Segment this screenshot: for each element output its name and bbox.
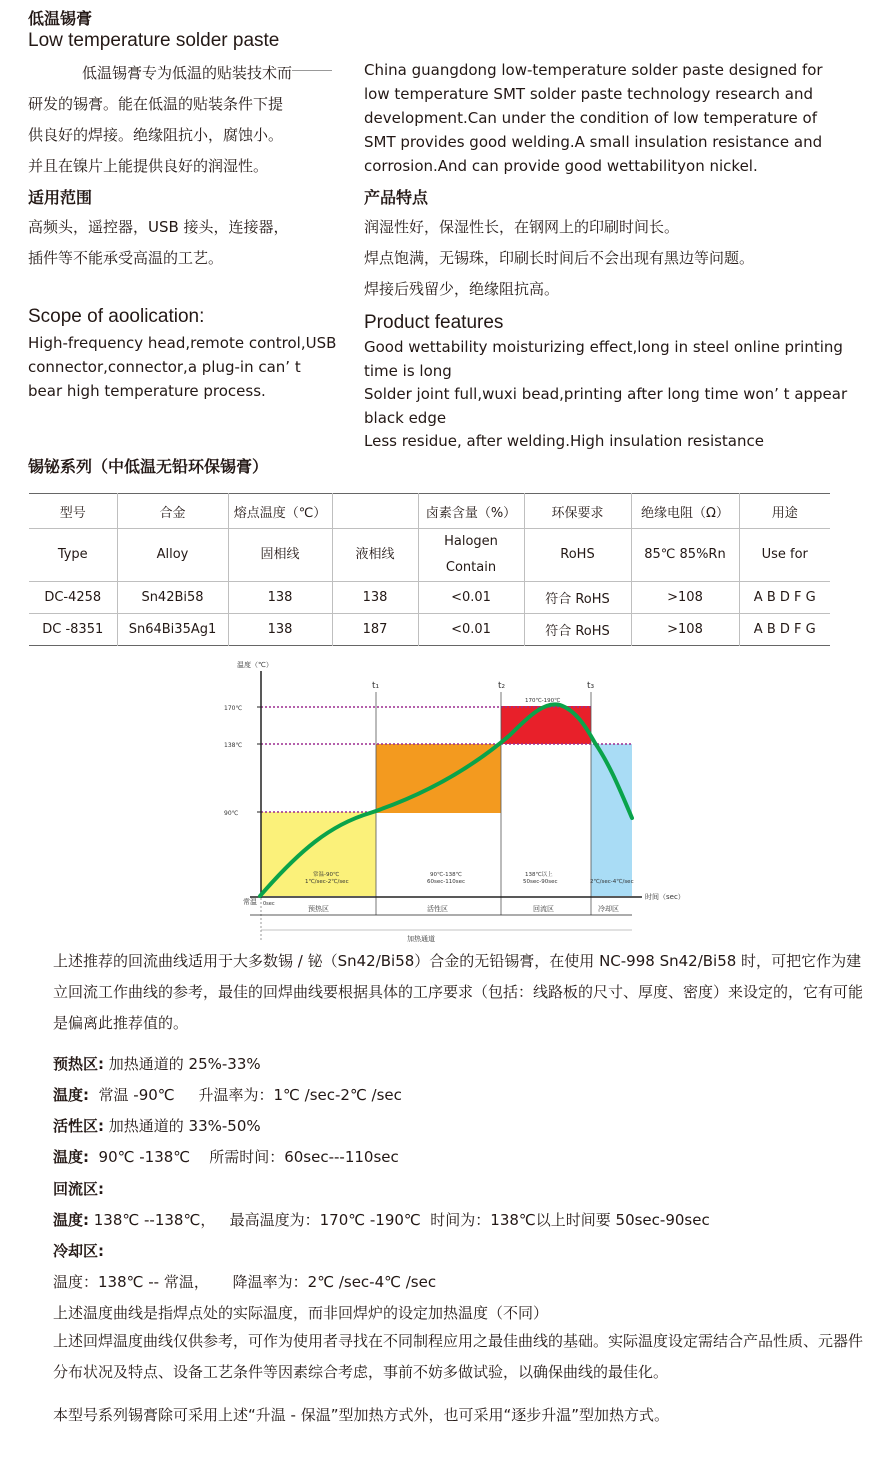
cell-solidus: 138 [228, 614, 332, 646]
x-axis-label: 时间（sec） [645, 893, 685, 901]
zone-cooling-label: 冷却区 [598, 905, 619, 913]
preheat-line: 预热区: 加热通道的 25%-33% [53, 1055, 261, 1073]
cell-halogen: <0.01 [418, 582, 524, 614]
table-header-row-2 [29, 529, 830, 582]
title-en: Low temperature solder paste [28, 30, 280, 51]
note-paragraph-4: 本型号系列锡膏除可采用上述“升温 - 保温”型加热方式外，也可采用“逐步升温”型加热方式。 [53, 1406, 670, 1424]
cell-halogen: <0.01 [418, 614, 524, 646]
note-paragraph-1: 上述推荐的回流曲线适用于大多数锡 / 铋（Sn42/Bi58）合金的无铅锡膏，在使用 NC-998 Sn42/Bi58 时，可把它作为建立回流工作曲线的参考，最佳的回焊曲线要根据具体的工序要求（包括：线路板的尺寸、厚度、密度）来设定的，它有可能是偏离此推荐值的。 [53, 952, 864, 1032]
th-alloy-en: Alloy [117, 529, 228, 582]
th-use-en: Use for [761, 547, 808, 562]
th-use-cn: 用途 [771, 505, 798, 521]
cell-solidus: 138 [228, 582, 332, 614]
th-halogen-en: Halogen Contain [418, 529, 524, 582]
series-title: 锡铋系列（中低温无铅环保锡膏） [28, 457, 269, 476]
zone-reflow-fill [501, 706, 591, 744]
cooling-line: 冷却区: [53, 1242, 104, 1260]
zone-active-label: 活性区 [427, 905, 448, 913]
y-tick-170: 170℃ [224, 705, 243, 712]
scope-lines-en: High-frequency head,remote control,USB connector,connector,a plug-in can’ t bear high temperature process. [28, 334, 337, 400]
features-lines-cn: 润湿性好，保湿性长，在钢网上的印刷时间长。 焊点饱满，无锡珠，印刷长时间后不会出现有黑边等问题。 焊接后残留少，绝缘阻抗高。 [364, 218, 755, 298]
preheat-temp-line: 温度: 常温 -90℃ 升温率为：1℃ /sec-2℃ /sec [53, 1086, 402, 1104]
cell-liquidus: 138 [332, 582, 418, 614]
peak-range-label: 170℃-190℃ [525, 698, 561, 704]
active-note-2: 60sec-110sec [427, 879, 466, 885]
cell-use: A B D F G [753, 590, 816, 605]
scope-title-en: Scope of aoolication: [28, 306, 205, 327]
reflow-temp-line: 温度: 138℃ --138℃， 最高温度为：170℃ -190℃ 时间为：138℃以上时间要 50sec-90sec [53, 1211, 710, 1229]
y-tick-90: 90℃ [224, 810, 239, 817]
active-line: 活性区: 加热通道的 33%-50% [53, 1117, 261, 1135]
reflow-profile-chart [220, 655, 700, 945]
cell-alloy: Sn42Bi58 [117, 582, 228, 614]
cell-type: DC -8351 [29, 614, 117, 646]
active-note-1: 90℃-138℃ [430, 872, 462, 878]
origin-label: 0sec [263, 901, 275, 907]
th-alloy-cn: 合金 [117, 494, 228, 529]
y-axis-label: 温度（℃） [237, 661, 273, 669]
preheat-note-1: 常温-90℃ [313, 872, 340, 878]
channel-label: 加热通道 [407, 935, 435, 943]
th-insulation-en: 85℃ 85%Rn [631, 529, 739, 582]
reflow-note-2: 50sec-90sec [523, 879, 558, 885]
features-lines-en: Good wettability moisturizing effect,long in steel online printing time is long Solder joint full,wuxi bead,printing after long time won’ t appear black edge Less residue, after welding.High insulation resistance [364, 338, 848, 450]
th-insulation-cn: 绝缘电阻（Ω） [631, 494, 739, 529]
cell-rohs: 符合 RoHS [524, 582, 631, 614]
cell-alloy: Sn64Bi35Ag1 [117, 614, 228, 646]
cell-type: DC-4258 [29, 582, 117, 614]
spec-table [29, 493, 830, 646]
th-empty [332, 494, 418, 529]
th-env-cn: 环保要求 [524, 494, 631, 529]
title-cn: 低温锡膏 [28, 9, 93, 28]
th-rohs: RoHS [524, 529, 631, 582]
note-paragraph-2: 上述温度曲线是指焊点处的实际温度，而非回焊炉的设定加热温度（不同） [53, 1304, 549, 1322]
th-solidus: 固相线 [228, 529, 332, 582]
features-title-cn: 产品特点 [364, 188, 429, 207]
cell-liquidus: 187 [332, 614, 418, 646]
intro-desc-cn: 低温锡膏专为低温的贴装技术而 研发的锡膏。能在低温的贴装条件下提 供良好的焊接。绝缘阻抗小，腐蚀小。 并且在镍片上能提供良好的润湿性。 [28, 58, 348, 182]
reflow-note-1: 138℃以上 [525, 872, 553, 878]
table-row [29, 614, 830, 646]
features-title-en: Product features [364, 312, 504, 333]
y-tick-138: 138℃ [224, 742, 243, 749]
reflow-line: 回流区: [53, 1180, 104, 1198]
th-melting-cn: 熔点温度（℃） [228, 494, 332, 529]
cell-use: A B D F G [753, 622, 816, 637]
preheat-note-2: 1℃/sec-2℃/sec [305, 879, 349, 885]
y-tick-ambient: 常温 [243, 898, 257, 906]
active-temp-line: 温度: 90℃ -138℃ 所需时间：60sec---110sec [53, 1148, 399, 1166]
note-paragraph-3: 上述回焊温度曲线仅供参考，可作为使用者寻找在不同制程应用之最佳曲线的基础。实际温度设定需结合产品性质、元器件分布状况及特点、设备工艺条件等因素综合考虑，事前不妨多做试验，以确保曲线的最佳化。 [53, 1332, 864, 1381]
zone-cooling-fill [591, 744, 632, 896]
th-liquidus: 液相线 [332, 529, 418, 582]
t1-label: t₁ [372, 681, 380, 691]
table-header-row-1 [29, 494, 830, 529]
th-type-cn: 型号 [29, 494, 117, 529]
t2-label: t₂ [498, 681, 506, 691]
zone-preheat-label: 预热区 [308, 905, 329, 913]
cell-insulation: >108 [631, 582, 739, 614]
th-type-en: Type [29, 529, 117, 582]
t3-label: t₃ [587, 681, 595, 691]
cooling-temp-line: 温度：138℃ -- 常温， 降温率为：2℃ /sec-4℃ /sec [53, 1273, 437, 1291]
cell-insulation: >108 [631, 614, 739, 646]
th-halogen-cn: 卤素含量（%） [418, 494, 524, 529]
cooling-note: 2℃/sec-4℃/sec [590, 879, 634, 885]
cell-rohs: 符合 RoHS [524, 614, 631, 646]
zone-reflow-label: 回流区 [533, 905, 554, 913]
table-row [29, 582, 830, 614]
scope-title-cn: 适用范围 [28, 188, 93, 207]
scope-lines-cn: 高频头，遥控器，USB 接头，连接器， 插件等不能承受高温的工艺。 [28, 218, 289, 267]
intro-desc-en: China guangdong low-temperature solder paste designed for low temperature SMT solder paste technology research and development.Can under the condition of low temperature of SMT provides good welding.A small insulation resistance and corrosion.And can provide good wettabilityon nickel. [364, 58, 844, 178]
